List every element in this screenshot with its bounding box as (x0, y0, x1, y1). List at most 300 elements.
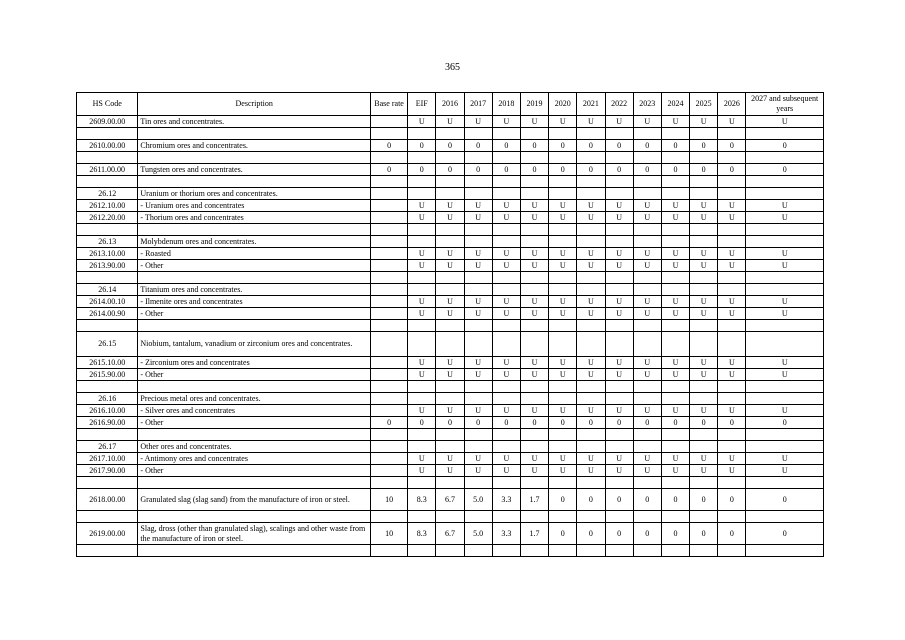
empty-cell (436, 441, 464, 453)
empty-cell (605, 393, 633, 405)
rate-cell: U (661, 116, 689, 128)
empty-cell (436, 429, 464, 441)
hs-code-cell: 2612.20.00 (77, 212, 138, 224)
empty-cell (436, 188, 464, 200)
rate-cell: 0 (464, 417, 492, 429)
table-row (77, 260, 824, 272)
empty-cell (77, 429, 138, 441)
empty-cell (549, 511, 577, 523)
empty-cell (520, 545, 548, 557)
base-rate-cell: 0 (370, 140, 407, 152)
page-number: 365 (445, 62, 460, 73)
rate-cell: U (661, 212, 689, 224)
rate-cell: 5.0 (464, 489, 492, 511)
rate-cell: U (661, 357, 689, 369)
empty-cell (633, 393, 661, 405)
empty-cell (492, 545, 520, 557)
rate-cell: U (464, 296, 492, 308)
empty-cell (436, 128, 464, 140)
rate-cell: U (577, 405, 605, 417)
rate-cell: U (746, 369, 824, 381)
empty-cell (605, 176, 633, 188)
table-row (77, 369, 824, 381)
rate-cell: U (549, 405, 577, 417)
description-cell: - Other (138, 369, 371, 381)
base-rate-cell (370, 453, 407, 465)
empty-cell (549, 188, 577, 200)
empty-cell (464, 511, 492, 523)
rate-cell: U (549, 116, 577, 128)
empty-cell (661, 236, 689, 248)
empty-cell (549, 545, 577, 557)
empty-cell (464, 176, 492, 188)
empty-cell (746, 429, 824, 441)
rate-cell: U (436, 357, 464, 369)
empty-cell (520, 128, 548, 140)
spacer-row (77, 128, 824, 140)
empty-cell (577, 272, 605, 284)
empty-cell (718, 272, 746, 284)
empty-cell (408, 236, 436, 248)
table-row (77, 200, 824, 212)
rate-cell: U (661, 248, 689, 260)
rate-cell: U (718, 308, 746, 320)
rate-cell: U (492, 453, 520, 465)
description-cell: Precious metal ores and concentrates. (138, 393, 371, 405)
empty-cell (661, 393, 689, 405)
rate-cell: U (436, 248, 464, 260)
empty-cell (370, 393, 407, 405)
empty-cell (718, 236, 746, 248)
empty-cell (370, 429, 407, 441)
rate-cell: U (746, 116, 824, 128)
rate-cell: U (520, 248, 548, 260)
rate-cell: 0 (492, 417, 520, 429)
empty-cell (138, 511, 371, 523)
header-hs-code: HS Code (77, 93, 138, 116)
rate-cell: U (746, 200, 824, 212)
hs-code-cell: 26.14 (77, 284, 138, 296)
header-2016: 2016 (436, 93, 464, 116)
rate-cell: U (520, 369, 548, 381)
header-2017: 2017 (464, 93, 492, 116)
empty-cell (408, 320, 436, 332)
table-row (77, 453, 824, 465)
empty-cell (605, 332, 633, 357)
rate-cell: U (492, 405, 520, 417)
hs-code-cell: 2609.00.00 (77, 116, 138, 128)
header-2025: 2025 (690, 93, 718, 116)
rate-cell: U (520, 296, 548, 308)
rate-cell: U (718, 200, 746, 212)
rate-cell: 0 (520, 140, 548, 152)
description-cell: - Other (138, 308, 371, 320)
empty-cell (633, 176, 661, 188)
empty-cell (718, 477, 746, 489)
rate-cell: U (718, 248, 746, 260)
rate-cell: U (464, 248, 492, 260)
empty-cell (690, 188, 718, 200)
empty-cell (718, 152, 746, 164)
empty-cell (633, 381, 661, 393)
empty-cell (549, 152, 577, 164)
empty-cell (718, 332, 746, 357)
rate-cell: U (690, 465, 718, 477)
base-rate-cell (370, 296, 407, 308)
empty-cell (718, 320, 746, 332)
rate-cell: U (549, 200, 577, 212)
rate-cell: 0 (492, 164, 520, 176)
empty-cell (138, 429, 371, 441)
rate-cell: U (549, 260, 577, 272)
empty-cell (436, 320, 464, 332)
rate-cell: 0 (690, 523, 718, 545)
empty-cell (464, 441, 492, 453)
rate-cell: U (549, 369, 577, 381)
empty-cell (633, 272, 661, 284)
empty-cell (370, 545, 407, 557)
empty-cell (138, 545, 371, 557)
base-rate-cell (370, 200, 407, 212)
empty-cell (408, 511, 436, 523)
rate-cell: U (577, 357, 605, 369)
empty-cell (746, 477, 824, 489)
rate-cell: 8.3 (408, 489, 436, 511)
heading-row (77, 441, 824, 453)
hs-code-cell: 2611.00.00 (77, 164, 138, 176)
rate-cell: U (690, 405, 718, 417)
empty-cell (436, 332, 464, 357)
rate-cell: U (492, 308, 520, 320)
empty-cell (633, 429, 661, 441)
empty-cell (492, 176, 520, 188)
empty-cell (77, 152, 138, 164)
empty-cell (436, 284, 464, 296)
rate-cell: 0 (661, 140, 689, 152)
empty-cell (436, 381, 464, 393)
empty-cell (408, 224, 436, 236)
empty-cell (77, 272, 138, 284)
rate-cell: U (577, 212, 605, 224)
rate-cell: U (436, 296, 464, 308)
empty-cell (408, 176, 436, 188)
rate-cell: U (746, 453, 824, 465)
rate-cell: U (633, 357, 661, 369)
rate-cell: U (690, 212, 718, 224)
empty-cell (577, 152, 605, 164)
empty-cell (746, 224, 824, 236)
rate-cell: U (408, 212, 436, 224)
rate-cell: U (605, 200, 633, 212)
empty-cell (492, 332, 520, 357)
empty-cell (549, 429, 577, 441)
rate-cell: U (436, 308, 464, 320)
empty-cell (549, 320, 577, 332)
empty-cell (492, 236, 520, 248)
table-row (77, 296, 824, 308)
empty-cell (436, 176, 464, 188)
rate-cell: U (661, 260, 689, 272)
rate-cell: U (661, 405, 689, 417)
rate-cell: U (690, 260, 718, 272)
hs-code-cell: 2614.00.10 (77, 296, 138, 308)
empty-cell (633, 284, 661, 296)
rate-cell: 0 (718, 140, 746, 152)
hs-code-cell: 26.15 (77, 332, 138, 357)
rate-cell: 0 (661, 417, 689, 429)
rate-cell: U (746, 308, 824, 320)
rate-cell: 0 (605, 523, 633, 545)
rate-cell: U (718, 453, 746, 465)
empty-cell (464, 320, 492, 332)
spacer-row (77, 381, 824, 393)
empty-cell (690, 176, 718, 188)
rate-cell: U (690, 200, 718, 212)
rate-cell: U (605, 465, 633, 477)
spacer-row (77, 477, 824, 489)
header-2027-and-subsequent: 2027 and subsequent years (746, 93, 824, 116)
empty-cell (370, 224, 407, 236)
rate-cell: U (690, 116, 718, 128)
table-header-row (77, 93, 824, 116)
base-rate-cell: 0 (370, 164, 407, 176)
empty-cell (633, 441, 661, 453)
base-rate-cell (370, 308, 407, 320)
rate-cell: U (520, 212, 548, 224)
rate-cell: 0 (436, 164, 464, 176)
empty-cell (633, 545, 661, 557)
empty-cell (549, 441, 577, 453)
rate-cell: U (605, 357, 633, 369)
empty-cell (138, 128, 371, 140)
empty-cell (718, 176, 746, 188)
empty-cell (577, 511, 605, 523)
rate-cell: 0 (577, 523, 605, 545)
empty-cell (370, 236, 407, 248)
hs-code-cell: 26.17 (77, 441, 138, 453)
empty-cell (138, 152, 371, 164)
rate-cell: 3.3 (492, 489, 520, 511)
rate-cell: U (492, 296, 520, 308)
empty-cell (370, 511, 407, 523)
empty-cell (690, 477, 718, 489)
empty-cell (746, 236, 824, 248)
table-row (77, 164, 824, 176)
empty-cell (690, 545, 718, 557)
rate-cell: U (436, 453, 464, 465)
empty-cell (746, 128, 824, 140)
rate-cell: 6.7 (436, 489, 464, 511)
empty-cell (464, 477, 492, 489)
description-cell: - Uranium ores and concentrates (138, 200, 371, 212)
rate-cell: U (464, 200, 492, 212)
rate-cell: U (690, 308, 718, 320)
rate-cell: U (408, 308, 436, 320)
rate-cell: 0 (661, 523, 689, 545)
rate-cell: U (661, 200, 689, 212)
empty-cell (661, 176, 689, 188)
empty-cell (408, 188, 436, 200)
empty-cell (633, 128, 661, 140)
description-cell: Slag, dross (other than granulated slag), scalings and other waste from the manufacture of iron or steel. (138, 523, 371, 545)
rate-cell: 0 (633, 164, 661, 176)
rate-cell: U (746, 260, 824, 272)
rate-cell: U (549, 357, 577, 369)
empty-cell (492, 477, 520, 489)
empty-cell (718, 381, 746, 393)
rate-cell: U (464, 357, 492, 369)
empty-cell (746, 332, 824, 357)
empty-cell (138, 381, 371, 393)
base-rate-cell (370, 260, 407, 272)
empty-cell (464, 545, 492, 557)
rate-cell: U (605, 260, 633, 272)
header-base-rate: Base rate (370, 93, 407, 116)
empty-cell (464, 224, 492, 236)
rate-cell: U (605, 405, 633, 417)
empty-cell (520, 188, 548, 200)
rate-cell: U (408, 453, 436, 465)
empty-cell (718, 441, 746, 453)
rate-cell: U (661, 465, 689, 477)
table-row (77, 212, 824, 224)
empty-cell (661, 477, 689, 489)
empty-cell (746, 272, 824, 284)
empty-cell (718, 188, 746, 200)
rate-cell: U (464, 369, 492, 381)
rate-cell: 0 (549, 164, 577, 176)
hs-code-cell: 2613.90.00 (77, 260, 138, 272)
empty-cell (746, 511, 824, 523)
rate-cell: 0 (746, 164, 824, 176)
empty-cell (464, 272, 492, 284)
base-rate-cell (370, 116, 407, 128)
empty-cell (77, 320, 138, 332)
empty-cell (549, 272, 577, 284)
header-2018: 2018 (492, 93, 520, 116)
empty-cell (690, 320, 718, 332)
empty-cell (408, 128, 436, 140)
rate-cell: U (605, 212, 633, 224)
rate-cell: U (718, 260, 746, 272)
rate-cell: U (549, 248, 577, 260)
description-cell: Granulated slag (slag sand) from the manufacture of iron or steel. (138, 489, 371, 511)
rate-cell: U (520, 465, 548, 477)
header-2024: 2024 (661, 93, 689, 116)
rate-cell: 0 (408, 164, 436, 176)
empty-cell (492, 393, 520, 405)
empty-cell (408, 152, 436, 164)
rate-cell: 0 (746, 489, 824, 511)
rate-cell: U (746, 248, 824, 260)
empty-cell (370, 188, 407, 200)
empty-cell (746, 152, 824, 164)
base-rate-cell: 10 (370, 523, 407, 545)
empty-cell (605, 236, 633, 248)
empty-cell (605, 511, 633, 523)
empty-cell (690, 511, 718, 523)
rate-cell: U (464, 260, 492, 272)
rate-cell: U (633, 453, 661, 465)
empty-cell (464, 152, 492, 164)
rate-cell: 5.0 (464, 523, 492, 545)
empty-cell (661, 441, 689, 453)
header-description: Description (138, 93, 371, 116)
base-rate-cell (370, 405, 407, 417)
empty-cell (520, 477, 548, 489)
rate-cell: 0 (690, 417, 718, 429)
empty-cell (492, 320, 520, 332)
empty-cell (577, 320, 605, 332)
rate-cell: 0 (633, 489, 661, 511)
rate-cell: 0 (605, 164, 633, 176)
empty-cell (138, 272, 371, 284)
rate-cell: 6.7 (436, 523, 464, 545)
empty-cell (436, 511, 464, 523)
rate-cell: U (549, 212, 577, 224)
empty-cell (370, 152, 407, 164)
rate-cell: U (718, 116, 746, 128)
rate-cell: U (549, 296, 577, 308)
empty-cell (633, 236, 661, 248)
empty-cell (577, 128, 605, 140)
base-rate-cell (370, 369, 407, 381)
hs-code-cell: 2618.00.00 (77, 489, 138, 511)
empty-cell (746, 393, 824, 405)
hs-code-cell: 2619.00.00 (77, 523, 138, 545)
empty-cell (549, 332, 577, 357)
rate-cell: 0 (549, 523, 577, 545)
hs-code-cell: 2616.10.00 (77, 405, 138, 417)
hs-code-cell: 2614.00.90 (77, 308, 138, 320)
rate-cell: U (633, 405, 661, 417)
empty-cell (605, 441, 633, 453)
rate-cell: U (520, 200, 548, 212)
empty-cell (370, 477, 407, 489)
rate-cell: 0 (408, 140, 436, 152)
empty-cell (520, 393, 548, 405)
empty-cell (690, 284, 718, 296)
empty-cell (577, 188, 605, 200)
spacer-row (77, 176, 824, 188)
empty-cell (633, 511, 661, 523)
description-cell: - Other (138, 417, 371, 429)
description-cell: - Roasted (138, 248, 371, 260)
table-row (77, 523, 824, 545)
rate-cell: U (633, 200, 661, 212)
rate-cell: U (408, 369, 436, 381)
empty-cell (408, 284, 436, 296)
empty-cell (436, 393, 464, 405)
tariff-schedule-table (76, 92, 824, 557)
table-row (77, 357, 824, 369)
rate-cell: U (690, 296, 718, 308)
rate-cell: U (605, 453, 633, 465)
rate-cell: U (633, 369, 661, 381)
empty-cell (464, 429, 492, 441)
empty-cell (436, 545, 464, 557)
rate-cell: U (746, 212, 824, 224)
heading-row (77, 332, 824, 357)
rate-cell: U (436, 369, 464, 381)
empty-cell (370, 272, 407, 284)
empty-cell (138, 224, 371, 236)
empty-cell (690, 441, 718, 453)
base-rate-cell: 0 (370, 417, 407, 429)
description-cell: - Silver ores and concentrates (138, 405, 371, 417)
rate-cell: 0 (718, 489, 746, 511)
empty-cell (464, 381, 492, 393)
